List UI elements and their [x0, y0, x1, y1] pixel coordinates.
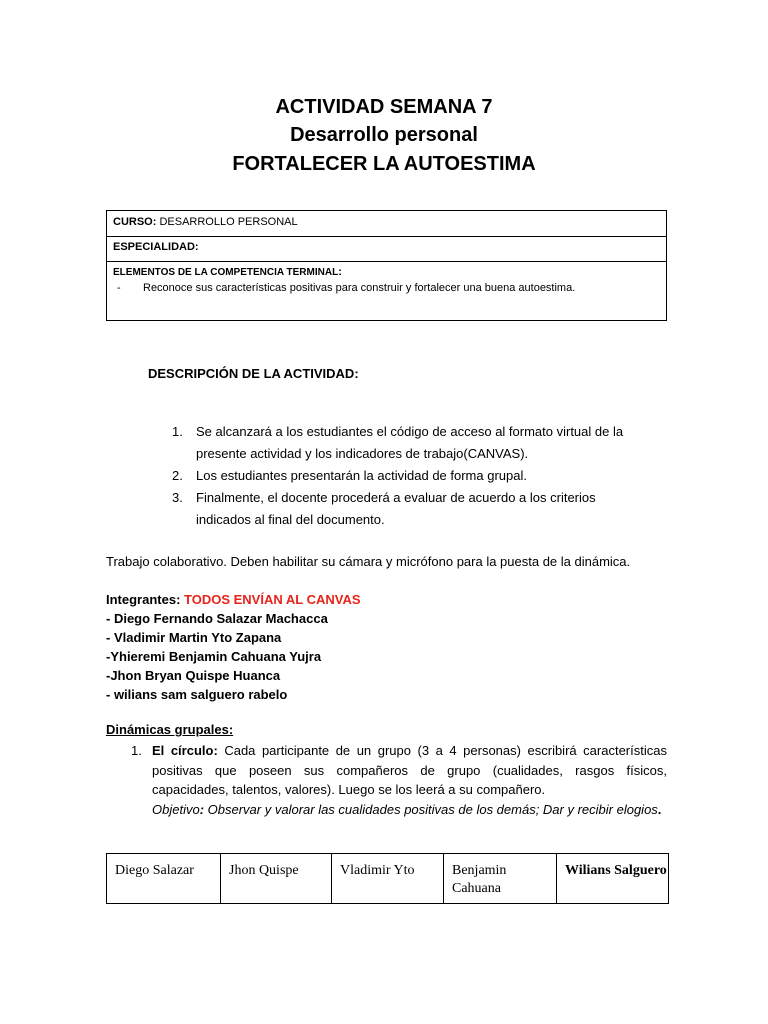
list-item: [172, 487, 632, 531]
names-table: [106, 853, 669, 904]
bullet-dash: -: [117, 282, 121, 294]
list-item: [172, 421, 632, 465]
table-cell: Wilians Salguero: [565, 863, 667, 878]
competencia-text: Reconoce sus características positivas para construir y fortalecer una buena autoestima.: [143, 282, 576, 294]
activity-topic: FORTALECER LA AUTOESTIMA: [232, 153, 536, 175]
step-text: Se alcanzará a los estudiantes el código de acceso al formato virtual de la presente actividad y los indicadores de trabajo(CANVAS).: [196, 424, 624, 461]
competencia-bullet: [113, 282, 666, 294]
member-item: - wilians sam salguero rabelo: [106, 687, 288, 702]
objetivo-label: Objetivo: [152, 801, 200, 817]
steps-list: [172, 421, 632, 531]
canvas-highlight: TODOS ENVÍAN AL CANVAS: [184, 592, 361, 607]
dinamica-title: El círculo:: [152, 743, 218, 758]
dinamica-item: [131, 741, 667, 819]
table-cell: Vladimir Yto: [332, 854, 444, 903]
curso-value: DESARROLLO PERSONAL: [159, 216, 298, 228]
course-info-table: [106, 210, 667, 321]
dinamica-description: Cada participante de un grupo (3 a 4 personas) escribirá características positivas que poseen sus compañeros de grupo (cualidades, rasgos físicos, capacidades, talentos, valores). Luego se los leerá a su compañero.: [152, 743, 667, 797]
dinamicas-heading: Dinámicas grupales:: [106, 722, 234, 737]
integrantes-block: [106, 590, 361, 704]
step-text: Los estudiantes presentarán la actividad de forma grupal.: [196, 468, 527, 483]
dinamica-number: 1.: [131, 743, 142, 758]
curso-row: [107, 211, 666, 237]
especialidad-row: [107, 237, 666, 262]
member-item: - Vladimir Martin Yto Zapana: [106, 630, 282, 645]
member-item: -Yhieremi Benjamin Cahuana Yujra: [106, 649, 322, 664]
elementos-row: [107, 262, 666, 320]
objetivo-text: Observar y valorar las cualidades positivas de los demás; Dar y recibir elogios: [204, 801, 658, 817]
step-text: Finalmente, el docente procederá a evaluar de acuerdo a los criterios indicados al final del documento.: [196, 490, 596, 527]
step-number: 3.: [172, 490, 183, 505]
course-subtitle: Desarrollo personal: [290, 124, 478, 146]
list-item: [172, 465, 632, 487]
objetivo-line: [152, 802, 658, 817]
especialidad-label: ESPECIALIDAD:: [113, 241, 199, 253]
trabajo-paragraph: Trabajo colaborativo. Deben habilitar su cámara y micrófono para la puesta de la dinámica.: [106, 554, 631, 569]
curso-label: CURSO:: [113, 216, 157, 228]
elementos-label: ELEMENTOS DE LA COMPETENCIA TERMINAL: [113, 267, 339, 278]
objetivo-period: .: [657, 801, 662, 817]
member-item: - Diego Fernando Salazar Machacca: [106, 611, 328, 626]
table-cell: Jhon Quispe: [221, 854, 332, 903]
elementos-colon: :: [338, 266, 342, 278]
objetivo-colon: :: [199, 801, 205, 817]
descripcion-heading: DESCRIPCIÓN DE LA ACTIVIDAD:: [148, 366, 359, 381]
step-number: 1.: [172, 424, 183, 439]
table-cell: Benjamin Cahuana: [444, 854, 557, 903]
table-cell: Diego Salazar: [107, 854, 221, 903]
dinamica-text-block: [152, 741, 667, 819]
member-item: -Jhon Bryan Quispe Huanca: [106, 668, 281, 683]
integrantes-label: Integrantes:: [106, 592, 185, 607]
activity-title: ACTIVIDAD SEMANA 7: [275, 96, 493, 118]
step-number: 2.: [172, 468, 183, 483]
